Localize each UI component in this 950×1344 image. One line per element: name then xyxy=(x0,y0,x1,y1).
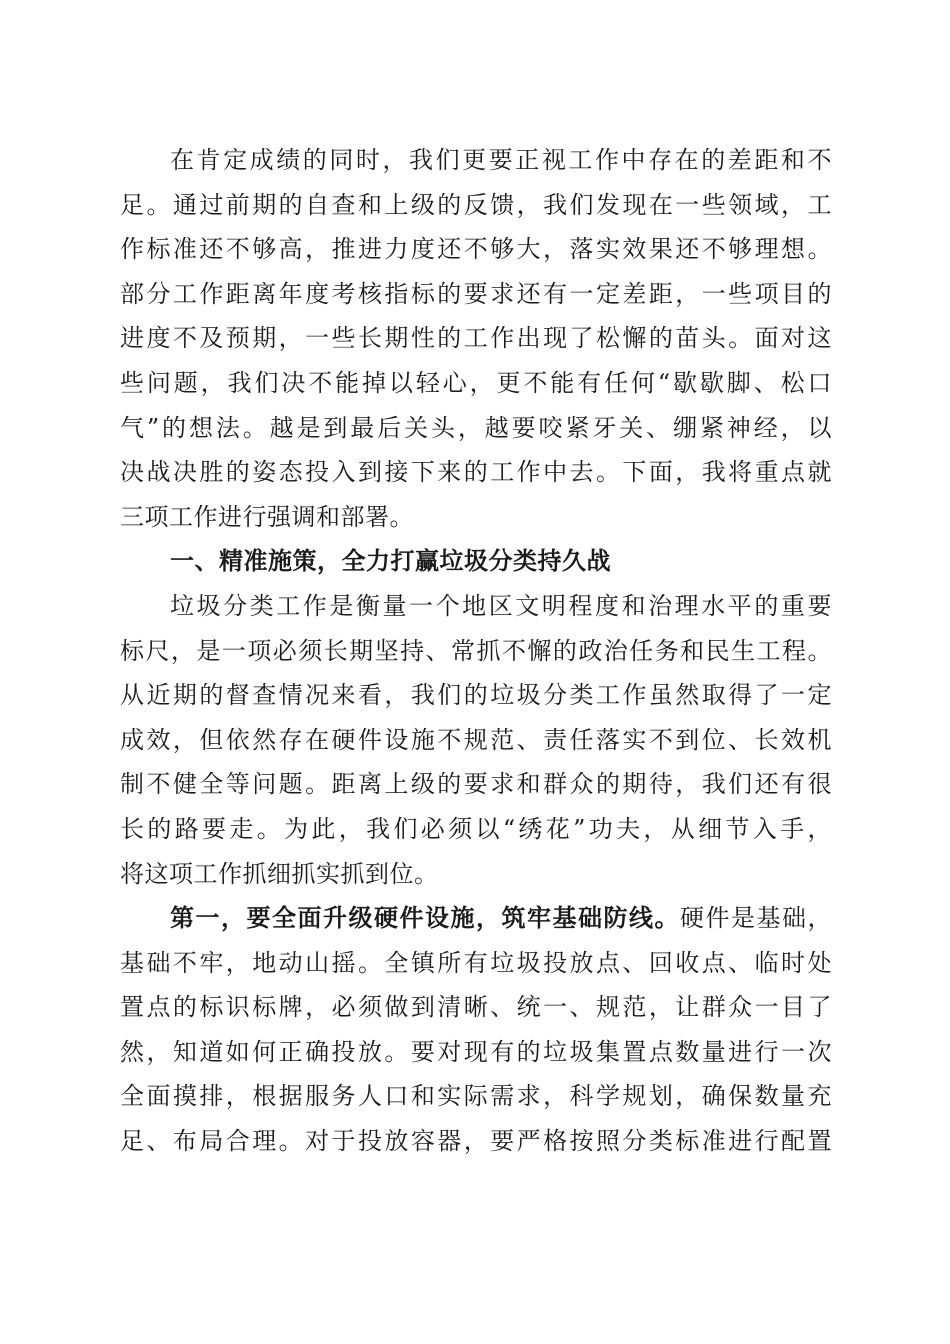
paragraph-lead-rest: 硬件是基础， xyxy=(680,904,832,933)
text-line: 作标准还不够高，推进力度还不够大，落实效果还不够理想。 xyxy=(120,235,832,264)
text-line: 制不健全等问题。距离上级的要求和群众的期待，我们还有很 xyxy=(120,770,832,799)
text-line: 成效，但依然存在硬件设施不规范、责任落实不到位、长效机 xyxy=(120,725,832,754)
text-line: 然，知道如何正确投放。要对现有的垃圾集置点数量进行一次 xyxy=(120,1037,832,1066)
text-line: 足。通过前期的自查和上级的反馈，我们发现在一些领域，工 xyxy=(120,190,832,219)
paragraph-garbage-sorting xyxy=(120,584,832,896)
text-line: 决战决胜的姿态投入到接下来的工作中去。下面，我将重点就 xyxy=(120,458,832,487)
text-line: 部分工作距离年度考核指标的要求还有一定差距，一些项目的 xyxy=(120,279,832,308)
document-body xyxy=(120,138,832,1164)
text-line: 全面摸排，根据服务人口和实际需求，科学规划，确保数量充 xyxy=(120,1082,832,1111)
text-line: 足、布局合理。对于投放容器，要严格按照分类标准进行配置 xyxy=(120,1127,832,1156)
text-line: 长的路要走。为此，我们必须以“绣花”功夫，从细节入手， xyxy=(120,814,832,843)
paragraph-hardware xyxy=(120,896,832,1164)
paragraph-lead-bold: 第一，要全面升级硬件设施，筑牢基础防线。 xyxy=(170,903,680,933)
text-line: 垃圾分类工作是衡量一个地区文明程度和治理水平的重要 xyxy=(170,591,832,620)
text-line: 进度不及预期，一些长期性的工作出现了松懈的苗头。面对这 xyxy=(120,324,832,353)
text-line: 将这项工作抓细抓实抓到位。 xyxy=(120,859,439,888)
text-line: 标尺，是一项必须长期坚持、常抓不懈的政治任务和民生工程。 xyxy=(120,636,832,665)
section-heading: 一、精准施策，全力打赢垃圾分类持久战 xyxy=(170,547,611,576)
text-line xyxy=(120,896,832,941)
text-line: 基础不牢，地动山摇。全镇所有垃圾投放点、回收点、临时处 xyxy=(120,948,832,977)
text-line: 置点的标识标牌，必须做到清晰、统一、规范，让群众一目了 xyxy=(120,993,832,1022)
text-line: 些问题，我们决不能掉以轻心，更不能有任何“歇歇脚、松口 xyxy=(120,368,832,397)
paragraph-intro xyxy=(120,138,832,539)
text-line: 三项工作进行强调和部署。 xyxy=(120,502,414,531)
text-line: 在肯定成绩的同时，我们更要正视工作中存在的差距和不 xyxy=(170,146,832,174)
text-line: 气”的想法。越是到最后关头，越要咬紧牙关、绷紧神经，以 xyxy=(120,413,832,442)
text-line: 从近期的督查情况来看，我们的垃圾分类工作虽然取得了一定 xyxy=(120,681,832,710)
